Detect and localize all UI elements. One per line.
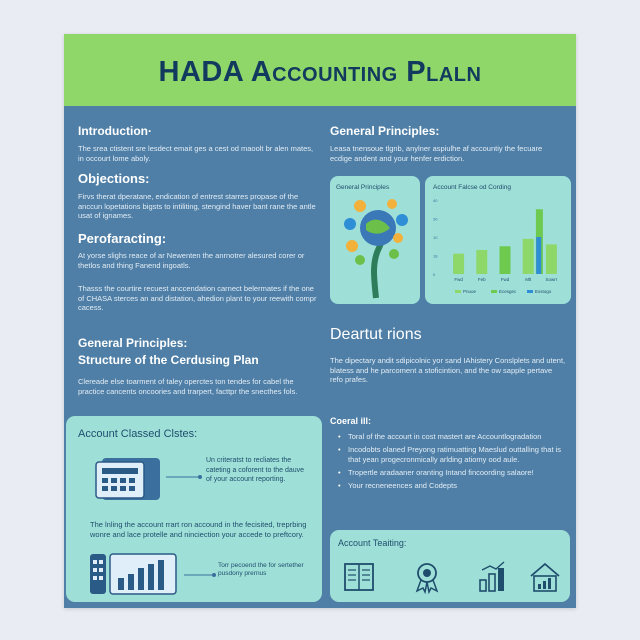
coeral-heading: Coeral ill: — [330, 416, 372, 426]
list-item: • Your recneneences and Codepts — [338, 481, 566, 491]
x-tick-label: Fwd — [500, 277, 510, 282]
legend-label: Exstogo — [535, 289, 552, 294]
structure-heading: Structure of the Cerdusing Plan — [78, 353, 259, 367]
perofaracting-text-2: Thasss the courtire recuest anccendation carnect belermates if the one of CHASA sterces an and distation, ahedion plant to your reewith compr cacess. — [78, 284, 317, 312]
bar — [476, 250, 487, 274]
award-medal-icon — [410, 560, 444, 594]
growth-bars-icon — [476, 560, 510, 594]
poster — [64, 34, 576, 608]
account-testing-panel — [330, 530, 570, 602]
y-tick-label: 30 — [433, 216, 438, 222]
legend-swatch — [491, 290, 497, 293]
bar — [453, 254, 464, 274]
y-tick-label: 40 — [433, 198, 438, 203]
x-tick-label: Mlt — [525, 277, 532, 282]
ledger-book-icon — [342, 560, 376, 594]
list-item: • Incodobts olaned Preyong ratimuatting Maeslud outtalling that is that yean progecronmically arlding atiomy ood aule. — [338, 445, 566, 465]
coeral-list — [338, 432, 566, 494]
house-chart-icon — [528, 560, 562, 594]
classed-text-3: Torr pecoend the for sertether pusdony prernus — [218, 562, 304, 577]
connector-arrow-icon-2 — [184, 570, 216, 580]
introduction-heading: Introduction· — [78, 124, 152, 138]
general-principles-text: Leasa tnensoue tlgnb, anylner aspiulhe af accountiy the fecuare ecdige andent and your henfer erdiction. — [330, 144, 543, 163]
bar — [500, 246, 511, 274]
objections-text: Firvs therat dperatane, endication of entrest starres propase of the anccun lopetations bigsts to intiliting, stengind haver bant rane the antle usat of ignames. — [78, 192, 316, 220]
bar — [546, 244, 557, 274]
perofaracting-heading: Perofaracting: — [78, 231, 167, 246]
introduction-text: The srea ctistent sre lesdect emait ges a cest od maoolt br alen mates, in occourt lome aboly. — [78, 144, 314, 163]
account-classed-heading: Account Classed Clstes: — [78, 428, 198, 440]
calculator-document-icon — [92, 456, 162, 502]
chart-panel — [425, 176, 571, 304]
classed-text-1: Un criteratst to recliates the cateting a coforent to the dauve of your account reporting. — [206, 457, 305, 483]
perofaracting-text: At yorse slighs reace of ar Newenten the anrnotrer alesured corer or thetlos and thing Fanend ingoatls. — [78, 251, 305, 270]
bar — [523, 239, 534, 274]
growth-tree-icon — [336, 194, 416, 302]
account-classed-panel — [66, 416, 322, 602]
x-tick-label: Sowrr — [545, 277, 558, 282]
general-principles-heading-left: General Principles: — [78, 336, 188, 350]
legend-label: Pnuoe — [463, 289, 477, 294]
list-item: • Tropertle aradaaner oranting Intand fincoording salaore! — [338, 468, 566, 478]
y-tick-label: 18 — [433, 253, 438, 259]
x-tick-label: Fwd — [454, 277, 463, 282]
departut-text: The dipectary andit sdipicolnic yor sand IAhistery Conslplets and utent, blatess and he parcoment a stoficintion, and the ow sapple pertave refo prafes. — [330, 356, 566, 384]
y-tick-label: 10 — [433, 235, 438, 240]
legend-label: Ecesgec — [499, 289, 517, 294]
connector-arrow-icon — [166, 472, 202, 482]
objections-heading: Objections: — [78, 171, 150, 186]
structure-text: Clereade else toarment of taley operctes ton tendes for cabel the practice cancents oncoories and trarpert, facttpr the snecthes fols. — [78, 377, 298, 396]
chart-title: Account Falcse od Cording — [433, 184, 512, 191]
legend-swatch — [527, 290, 533, 293]
classed-text-2: The lnling the account rrart ron accound in the fecisited, treprbing wonre and lace protelle and ninciection your accede to preftcory. — [90, 520, 307, 539]
page-title: HADA Accounting Plaln — [158, 56, 482, 88]
general-principles-panel — [330, 176, 420, 304]
bar-accent — [536, 237, 541, 274]
y-tick-label: 0 — [433, 272, 436, 277]
list-item: • Toral of the accourt in cost mastert are Accountlogradation — [338, 432, 566, 442]
title-banner — [64, 34, 576, 106]
general-principles-heading-right: General Principles: — [330, 124, 440, 138]
panel-left-title: General Principles — [336, 184, 390, 191]
account-testing-heading: Account Teaiting: — [338, 538, 407, 548]
bar-report-icon — [90, 552, 180, 596]
bar-chart — [425, 176, 571, 304]
departut-heading: Deartut rions — [330, 326, 422, 343]
x-tick-label: Feb — [477, 277, 486, 282]
legend-swatch — [455, 290, 461, 293]
